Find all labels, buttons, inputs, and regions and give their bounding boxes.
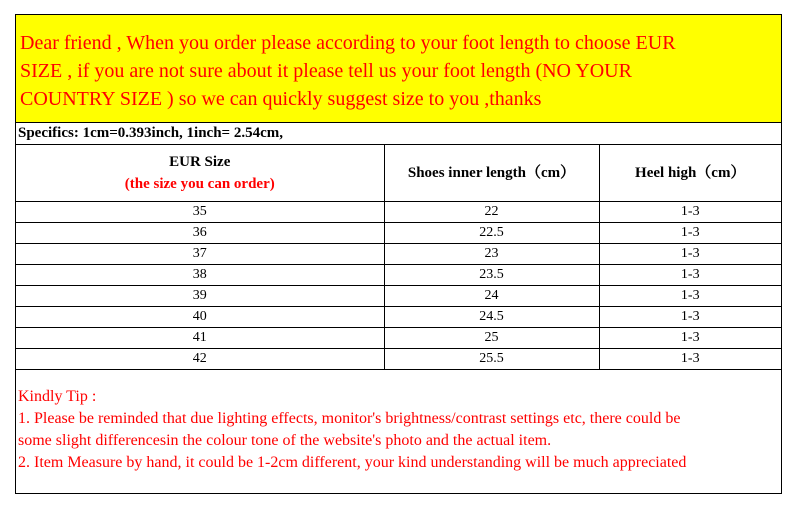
eur-size-cell: 37 (16, 244, 384, 265)
eur-size-cell: 41 (16, 328, 384, 349)
inner-length-cell: 24.5 (384, 307, 599, 328)
header-inner-length: Shoes inner length（cm） (384, 145, 599, 202)
table-row (16, 223, 781, 244)
inner-length-cell: 24 (384, 286, 599, 307)
table-row (16, 349, 781, 370)
specifics-conversion: Specifics: 1cm=0.393inch, 1inch= 2.54cm, (16, 123, 781, 145)
table-row (16, 244, 781, 265)
table-row (16, 286, 781, 307)
eur-size-cell: 40 (16, 307, 384, 328)
table-row (16, 307, 781, 328)
table-row (16, 202, 781, 223)
size-table (16, 145, 781, 370)
heel-high-cell: 1-3 (599, 349, 781, 370)
table-row (16, 328, 781, 349)
tip-1-line-2: some slight differencesin the colour tone of the website's photo and the actual item. (18, 432, 552, 449)
eur-size-cell: 36 (16, 223, 384, 244)
heel-high-cell: 1-3 (599, 307, 781, 328)
heel-high-cell: 1-3 (599, 328, 781, 349)
eur-size-cell: 35 (16, 202, 384, 223)
notice-line-3: COUNTRY SIZE ) so we can quickly suggest size to you ,thanks (20, 88, 542, 110)
heel-high-cell: 1-3 (599, 244, 781, 265)
inner-length-cell: 23 (384, 244, 599, 265)
eur-size-cell: 38 (16, 265, 384, 286)
notice-line-2: SIZE , if you are not sure about it please tell us your foot length (NO YOUR (20, 60, 632, 82)
kindly-tips (16, 382, 781, 474)
notice-line-1: Dear friend , When you order please according to your foot length to choose EUR (20, 32, 676, 54)
eur-size-cell: 39 (16, 286, 384, 307)
tip-1-line-1: 1. Please be reminded that due lighting effects, monitor's brightness/contrast settings etc, there could be (18, 410, 681, 427)
tips-title: Kindly Tip : (18, 388, 97, 405)
size-table-header-row (16, 145, 781, 202)
header-eur-size-note: (the size you can order) (124, 176, 275, 192)
inner-length-cell: 23.5 (384, 265, 599, 286)
header-eur-size (16, 145, 384, 202)
inner-length-cell: 22 (384, 202, 599, 223)
header-eur-size-label: EUR Size (169, 154, 231, 170)
eur-size-cell: 42 (16, 349, 384, 370)
size-chart (15, 14, 782, 494)
heel-high-cell: 1-3 (599, 286, 781, 307)
heel-high-cell: 1-3 (599, 223, 781, 244)
inner-length-cell: 22.5 (384, 223, 599, 244)
header-heel-high: Heel high（cm） (599, 145, 781, 202)
tip-2: 2. Item Measure by hand, it could be 1-2cm different, your kind understanding will be much appreciated (18, 454, 687, 471)
inner-length-cell: 25 (384, 328, 599, 349)
inner-length-cell: 25.5 (384, 349, 599, 370)
order-notice (16, 15, 781, 123)
heel-high-cell: 1-3 (599, 202, 781, 223)
heel-high-cell: 1-3 (599, 265, 781, 286)
table-row (16, 265, 781, 286)
